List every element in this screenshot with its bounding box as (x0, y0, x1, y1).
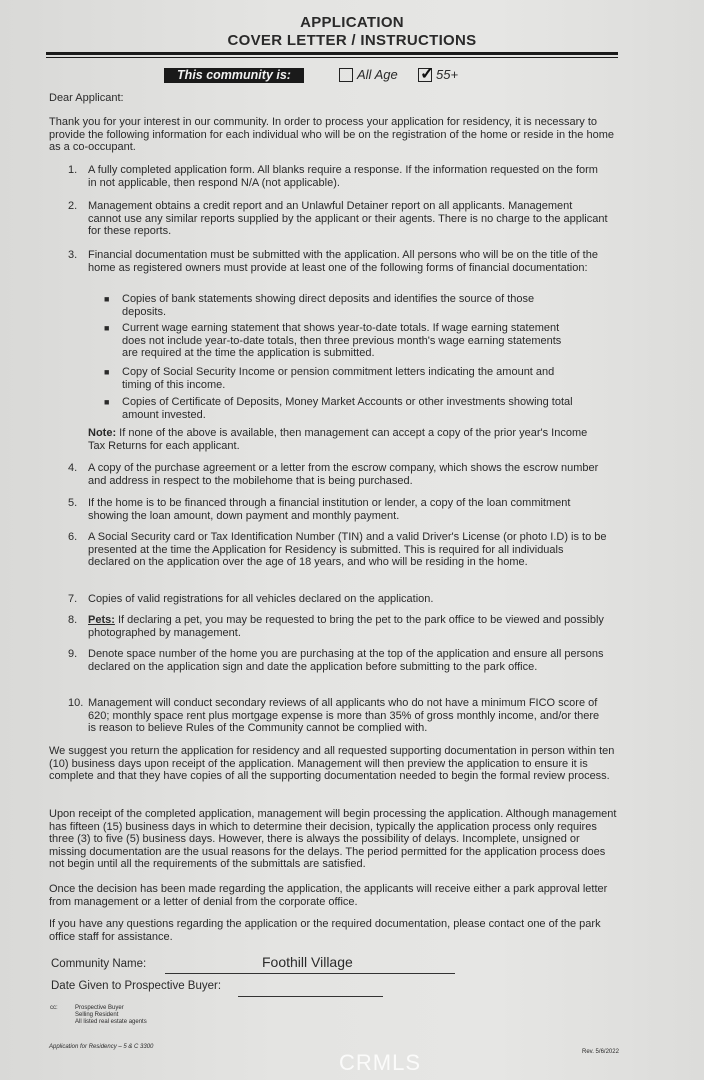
list-number: 4. (68, 462, 78, 474)
checkmark-icon: ✓ (420, 63, 435, 83)
date-given-underline (238, 996, 383, 997)
footer-form-id: Application for Residency – 5 & C 3300 (49, 1044, 154, 1050)
55-plus-checkbox[interactable] (418, 63, 435, 83)
bullet-item-1 (104, 293, 574, 318)
list-number: 6. (68, 531, 78, 543)
bullet-icon: ■ (104, 367, 110, 377)
paragraph-decision: Once the decision has been made regarding the application, the applicants will receive either a park approval letter from management or a letter of denial from the corporate office. (49, 883, 608, 908)
note-text: If none of the above is available, then management can accept a copy of the prior year's Income Tax Returns for each applicant. (88, 427, 588, 452)
list-text: Copies of valid registrations for all vehicles declared on the application. (88, 593, 434, 605)
list-item-3 (68, 249, 608, 274)
bullet-item-4 (104, 396, 574, 421)
title-rule-thin (46, 57, 618, 58)
list-item-10 (68, 697, 608, 735)
list-number: 8. (68, 614, 78, 626)
community-name-label: Community Name: (51, 958, 147, 970)
cc-recipient-1: Prospective Buyer (75, 1005, 124, 1011)
title-line-1: APPLICATION (300, 14, 404, 31)
option-55-plus[interactable] (418, 63, 459, 83)
all-age-label: All Age (357, 67, 398, 82)
list-item-5 (68, 497, 608, 522)
list-item-2 (68, 200, 608, 238)
list-text: Management obtains a credit report and an Unlawful Detainer report on all applicants. Management cannot use any similar reports supplied by the applicant or their agents. There is no charge to the applicant for these reports. (88, 200, 608, 237)
cc-label: cc: (50, 1005, 58, 1011)
list-item-9 (68, 648, 608, 673)
list-text: Management will conduct secondary reviews of all applicants who do not have a minimum FICO score of 620; monthly space rent plus mortgage expense is more than 35% of gross monthly income, and/or there is reason to believe Rules of the Community cannot be complied with. (88, 697, 600, 734)
list-number: 10. (68, 697, 84, 709)
title-line-2: COVER LETTER / INSTRUCTIONS (227, 32, 477, 49)
bullet-text: Copies of bank statements showing direct deposits and identifies the source of those deposits. (122, 293, 535, 318)
list-text (88, 614, 608, 639)
bullet-item-3 (104, 366, 574, 391)
greeting: Dear Applicant: (49, 92, 124, 104)
paragraph-return: We suggest you return the application for residency and all requested supporting documentation in person within ten (10) business days upon receipt of the application. Management will then preview the application to ensure it is complete and that they have copies of all the supporting documentation needed to begin the formal review process. (49, 745, 615, 782)
bullet-icon: ■ (104, 294, 110, 304)
bullet-text: Current wage earning statement that shows year-to-date totals. If wage earning statement does not include year-to-date totals, then three previous month's wage earning statements are required at the time the application is submitted. (122, 322, 562, 359)
community-type-banner: This community is: (164, 68, 304, 83)
pets-label: Pets: (88, 614, 115, 626)
option-all-age[interactable] (339, 67, 398, 82)
list-number: 5. (68, 497, 78, 509)
community-name-underline (165, 973, 455, 974)
list-text: A Social Security card or Tax Identification Number (TIN) and a valid Driver's License (or photo I.D) is to be presented at the time the Application for Residency is submitted. This is required for all individuals declared on the application over the age of 18 years, and who will be residing in the home. (88, 531, 607, 568)
list-item-4 (68, 462, 608, 487)
community-name-value[interactable]: Foothill Village (262, 954, 353, 970)
note-label: Note: (88, 427, 117, 439)
watermark: CRMLS (339, 1050, 422, 1075)
date-given-label: Date Given to Prospective Buyer: (51, 980, 222, 992)
list-text: If the home is to be financed through a financial institution or lender, a copy of the loan commitment showing the loan amount, down payment and monthly payment. (88, 497, 571, 522)
bullet-text: Copies of Certificate of Deposits, Money Market Accounts or other investments showing total amount invested. (122, 396, 573, 421)
list-number: 1. (68, 164, 78, 176)
pets-text: If declaring a pet, you may be requested to bring the pet to the park office to be viewed and possibly photographed by management. (88, 614, 604, 639)
note (88, 427, 598, 452)
all-age-checkbox[interactable] (339, 68, 353, 82)
list-number: 2. (68, 200, 78, 212)
bullet-text: Copy of Social Security Income or pension commitment letters indicating the amount and timing of this income. (122, 366, 555, 391)
footer-revision: Rev. 5/6/2022 (582, 1049, 619, 1055)
55-plus-label: 55+ (436, 67, 459, 82)
list-text: Financial documentation must be submitted with the application. All persons who will be on the title of the home as registered owners must provide at least one of the following forms of financial documentation: (88, 249, 598, 274)
list-number: 7. (68, 593, 78, 605)
list-item-8 (68, 614, 608, 639)
list-number: 3. (68, 249, 78, 261)
bullet-icon: ■ (104, 397, 110, 407)
list-item-7 (68, 593, 608, 606)
list-item-1 (68, 164, 608, 189)
title-rule (46, 52, 618, 55)
bullet-icon: ■ (104, 323, 110, 333)
list-item-6 (68, 531, 608, 569)
paragraph-questions: If you have any questions regarding the application or the required documentation, please contact one of the park office staff for assistance. (49, 918, 601, 943)
intro-paragraph: Thank you for your interest in our community. In order to process your application for residency, it is necessary to provide the following information for each individual who will be on the registration of the home or reside in the home as a co-occupant. (49, 116, 614, 153)
cc-recipient-2: Selling Resident (75, 1012, 119, 1018)
bullet-item-2 (104, 322, 574, 360)
list-text: A fully completed application form. All blanks require a response. If the information requested on the form in not applicable, then respond N/A (not applicable). (88, 164, 598, 189)
list-text: A copy of the purchase agreement or a letter from the escrow company, which shows the escrow number and address in respect to the mobilehome that is being purchased. (88, 462, 599, 487)
cc-recipient-3: All listed real estate agents (75, 1019, 147, 1025)
paragraph-processing: Upon receipt of the completed application, management will begin processing the application. Although management has fifteen (15) business days in which to determine their decision, typically the application process only requires three (3) to five (5) business days. However, there is always the possibility of delays. Incomplete, unsigned or missing documentation are the usual reasons for the delays. The period permitted for the application process does not begin until all the requirements of the submittals are satisfied. (49, 808, 617, 870)
list-text: Denote space number of the home you are purchasing at the top of the application and ensure all persons declared on the application sign and date the application before submitting to the park office. (88, 648, 604, 673)
list-number: 9. (68, 648, 78, 660)
